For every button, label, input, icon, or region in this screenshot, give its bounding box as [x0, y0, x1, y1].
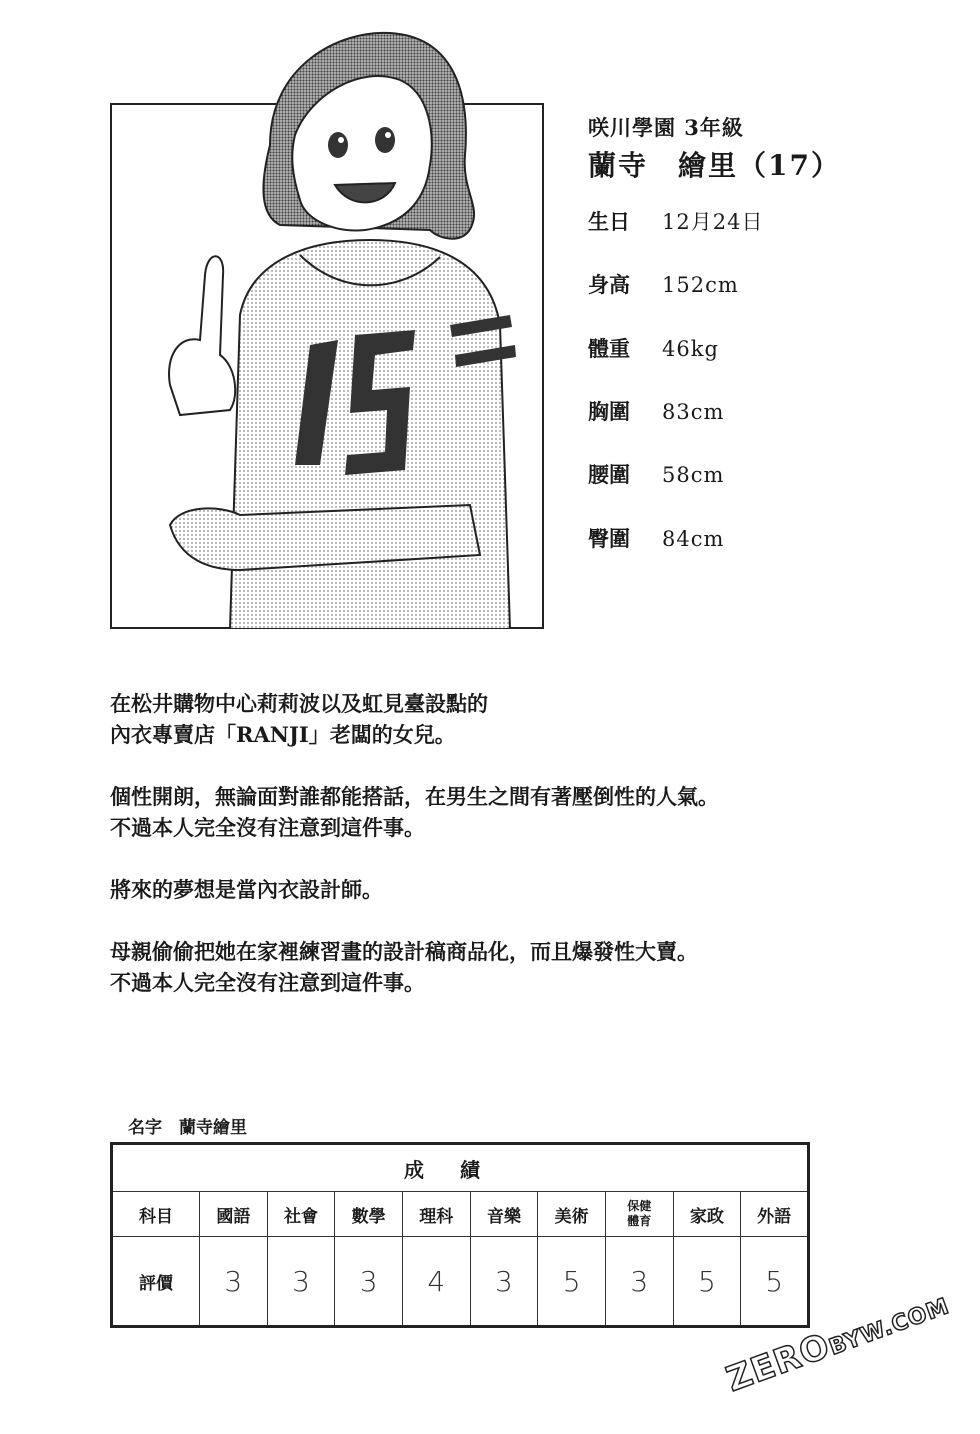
subject-cell: 音樂 [470, 1192, 538, 1237]
description-paragraph [110, 874, 719, 905]
subject-cell: 數學 [335, 1192, 403, 1237]
subject-line: 體育 [627, 1214, 652, 1228]
description-line: 不過本人完全沒有注意到這件事。 [110, 970, 425, 995]
stat-bust [588, 396, 724, 426]
subject-header: 科目 [112, 1192, 200, 1237]
grade-cell: 4 [402, 1237, 470, 1327]
profile-panel [588, 112, 841, 184]
report-card-title: 成績 [112, 1144, 809, 1192]
grade-header: 評價 [112, 1237, 200, 1327]
description-line: 不過本人完全沒有注意到這件事。 [110, 815, 425, 840]
subject-cell: 美術 [538, 1192, 606, 1237]
character-name-age: 蘭寺 繪里（17） [588, 149, 841, 182]
description-line: 將來的夢想是當內衣設計師。 [110, 877, 383, 902]
stat-hip [588, 523, 724, 553]
stat-value: 58cm [662, 463, 725, 487]
description-line: 內衣專賣店「RANJI」老闆的女兒。 [110, 722, 456, 747]
report-card-table [110, 1142, 810, 1328]
grade-cell: 5 [538, 1237, 606, 1327]
grade-cell: 3 [267, 1237, 335, 1327]
stat-height [588, 269, 739, 299]
school-grade: 咲川學園 3年級 [588, 115, 744, 140]
stat-label: 身高 [588, 272, 630, 297]
description-line: 個性開朗，無論面對誰都能搭話，在男生之間有著壓倒性的人氣。 [110, 784, 719, 809]
watermark-domain: BYW.COM [825, 1293, 953, 1361]
stat-label: 臀圍 [588, 526, 630, 551]
description-paragraph [110, 781, 719, 843]
stat-value: 152cm [662, 273, 739, 297]
subject-cell: 外語 [741, 1192, 809, 1237]
stat-label: 腰圍 [588, 462, 630, 487]
grade-cell: 5 [673, 1237, 741, 1327]
stat-label: 體重 [588, 336, 630, 361]
grade-cell: 5 [741, 1237, 809, 1327]
subject-row [112, 1192, 809, 1237]
grade-cell: 3 [200, 1237, 268, 1327]
subject-cell: 理科 [402, 1192, 470, 1237]
grade-cell: 3 [605, 1237, 673, 1327]
description-line: 在松井購物中心莉莉波以及虹見臺設點的 [110, 691, 488, 716]
stat-value: 83cm [662, 400, 725, 424]
stat-value: 12月24日 [662, 210, 764, 234]
subject-line: 保健 [627, 1199, 652, 1213]
subject-cell: 家政 [673, 1192, 741, 1237]
stat-value: 46kg [662, 337, 719, 361]
stat-birthday [588, 206, 763, 236]
stat-weight [588, 333, 719, 363]
report-card-name: 名字 蘭寺繪里 [128, 1118, 247, 1138]
grade-cell: 3 [470, 1237, 538, 1327]
description-paragraph [110, 688, 719, 750]
stat-label: 胸圍 [588, 399, 630, 424]
character-illustration-frame [110, 103, 544, 629]
description-line: 母親偷偷把她在家裡練習畫的設計稿商品化，而且爆發性大賣。 [110, 939, 698, 964]
subject-cell [605, 1192, 673, 1237]
stat-label: 生日 [588, 209, 630, 234]
grade-row [112, 1237, 809, 1327]
stat-value: 84cm [662, 527, 725, 551]
watermark-main: ZERO [721, 1325, 836, 1400]
subject-cell: 國語 [200, 1192, 268, 1237]
description-paragraph [110, 936, 719, 998]
stat-waist [588, 459, 724, 489]
character-illustration [110, 25, 544, 629]
grade-cell: 3 [335, 1237, 403, 1327]
subject-cell: 社會 [267, 1192, 335, 1237]
character-description [110, 688, 719, 1029]
